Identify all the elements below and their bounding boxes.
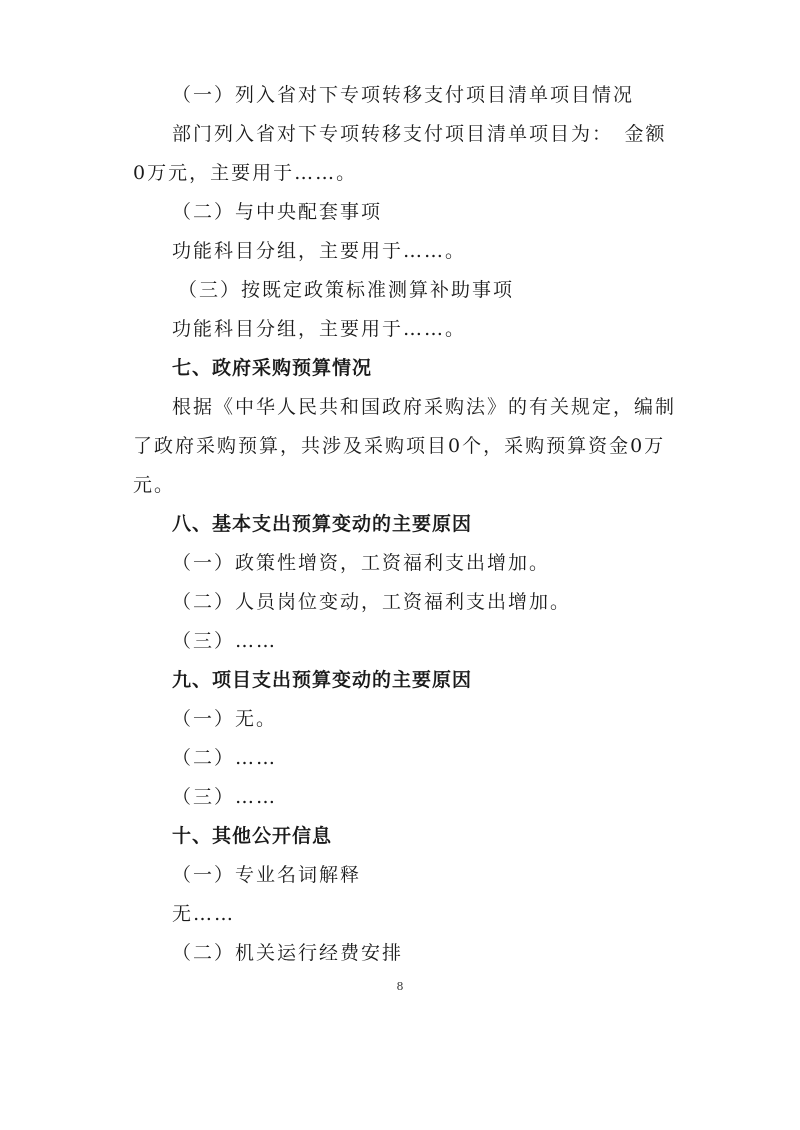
list-item-basic-3: （三）…… xyxy=(172,630,278,652)
list-item-project-2: （二）…… xyxy=(172,747,278,769)
paragraph-terms: 无…… xyxy=(172,903,236,925)
paragraph-transfer-list-line-1: 部门列入省对下专项转移支付项目清单项目为： 金额 xyxy=(172,123,667,145)
subheading-transfer-list: （一）列入省对下专项转移支付项目清单项目情况 xyxy=(172,84,635,106)
section-heading-basic-expenditure: 八、基本支出预算变动的主要原因 xyxy=(172,513,473,535)
list-item-basic-1: （一）政策性增资，工资福利支出增加。 xyxy=(172,552,551,574)
page-number: 8 xyxy=(396,980,404,993)
subheading-operating-funds: （二）机关运行经费安排 xyxy=(172,942,404,964)
paragraph-transfer-list-line-2: 0万元，主要用于……。 xyxy=(133,162,358,184)
section-heading-procurement: 七、政府采购预算情况 xyxy=(172,357,373,379)
section-heading-other-info: 十、其他公开信息 xyxy=(172,825,333,847)
list-item-project-3: （三）…… xyxy=(172,786,278,808)
section-heading-project-expenditure: 九、项目支出预算变动的主要原因 xyxy=(172,669,473,691)
subheading-terms: （一）专业名词解释 xyxy=(172,864,362,886)
paragraph-procurement-line-3: 元。 xyxy=(133,474,176,496)
paragraph-procurement-line-1: 根据《中华人民共和国政府采购法》的有关规定，编制 xyxy=(172,396,677,418)
list-item-project-1: （一）无。 xyxy=(172,708,278,730)
paragraph-subsidy-items: 功能科目分组，主要用于……。 xyxy=(172,318,467,340)
list-item-basic-2: （二）人员岗位变动，工资福利支出增加。 xyxy=(172,591,572,613)
paragraph-procurement-line-2: 了政府采购预算，共涉及采购项目0个，采购预算资金0万 xyxy=(133,435,666,457)
subheading-subsidy-items: （三）按既定政策标准测算补助事项 xyxy=(178,279,515,301)
paragraph-central-matching: 功能科目分组，主要用于……。 xyxy=(172,240,467,262)
subheading-central-matching: （二）与中央配套事项 xyxy=(172,201,383,223)
